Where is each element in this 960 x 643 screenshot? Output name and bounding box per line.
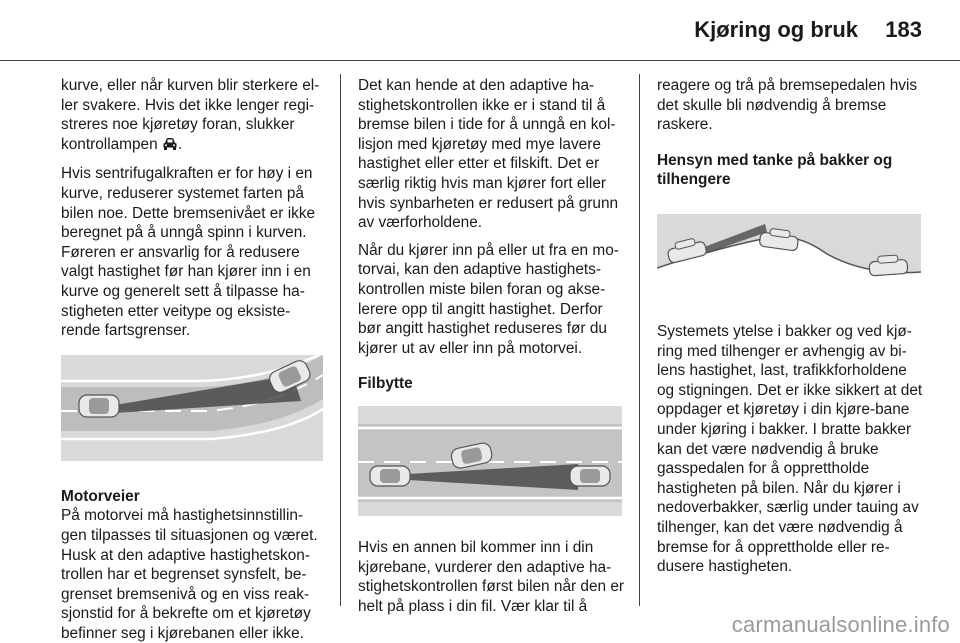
col3-paragraph-2: Systemets ytelse i bakker og ved kjø-ring med tilhenger er avhengig av bi-lens hastighet, last, trafikkforholdene og stigningen. Det er ikke sikkert at det oppdager et kjøretøy i din kjøre-bane under kjøring i bakker. I bratte bakker kan det være nødvendig å bruke gasspedalen for å opprettholde hastigheten på bilen. Når du kjører i nedoverbakker, særlig under tauing av tilhenger, kan det være nødvendig å bremse for å opprettholde eller re-dusere hastigheten.	[657, 322, 923, 576]
watermark: carmanualsonline.info	[731, 612, 950, 637]
col3-heading-bakker: Hensyn med tanke på bakker og tilhengere	[657, 151, 893, 189]
col2-heading-filbytte: Filbytte	[358, 375, 413, 393]
hill-illustration	[657, 214, 921, 296]
car-front-icon	[162, 137, 178, 157]
col2-paragraph-1: Det kan hende at den adaptive ha-stighetskontrollen ikke er i stand til å bremse bilen i tide for å unngå en kol-lisjon med kjøretøy med mye lavere hastighet eller etter et filskift. Det er særlig riktig hvis man kjører fort eller hvis synbarheten er redusert på grunn av værforholdene.	[358, 77, 619, 232]
col1-heading-motorveier: Motorveier	[61, 487, 140, 505]
column-1	[61, 76, 327, 643]
col2-paragraph-2: Når du kjører inn på eller ut fra en mo-torvai, kan den adaptive hastighets-kontrollen miste bilen foran og akse-lerere opp til angitt hastighet. Derfor bør angitt hastighet reduseres før du kjører ut av eller inn på motorvei.	[358, 241, 619, 357]
page-header	[0, 0, 960, 60]
section-title: Kjøring og bruk	[694, 17, 858, 42]
curve-illustration	[61, 355, 323, 461]
col2-paragraph-3: Hvis en annen bil kommer inn i din kjørebane, vurderer den adaptive ha-stighetskontrollen først bilen når den er helt på plass i din fil. Vær klar til å	[358, 538, 625, 615]
column-3	[657, 76, 923, 577]
header-rule	[0, 60, 960, 61]
col1-paragraph-2: Hvis sentrifugalkraften er for høy i en kurve, reduserer systemet farten på bilen noe. Dette bremsenivået er ikke beregnet på å unngå spinn i kurven. Føreren er ansvarlig for å redusere valgt hastighet før han kjører inn i en kurve og generelt sett å tilpasse ha-stigheten etter veitype og eksiste-rende fartsgrenser.	[61, 165, 316, 340]
col3-paragraph-1: reagere og trå på bremsepedalen hvis det skulle bli nødvendig å bremse raskere.	[657, 77, 918, 134]
col1-paragraph-1: kurve, eller når kurven blir sterkere el-ler svakere. Hvis det ikke lenger regi-streres noe kjøretøy foran, slukker kontrollampen .	[61, 76, 327, 156]
column-2	[358, 76, 626, 616]
column-divider-1	[340, 74, 341, 606]
lane-change-illustration	[358, 406, 622, 516]
page-number: 183	[885, 17, 922, 42]
col1-paragraph-3: På motorvei må hastighetsinnstillin-gen tilpasses til situasjonen og været. Husk at den adaptive hastighetskon-trollen har et begrenset synsfelt, be-grenset bremsenivå og en viss reak-sjonstid for å bekrefte om et kjøretøy befinner seg i kjørebanen eller ikke.	[61, 507, 318, 642]
column-divider-2	[639, 74, 640, 606]
